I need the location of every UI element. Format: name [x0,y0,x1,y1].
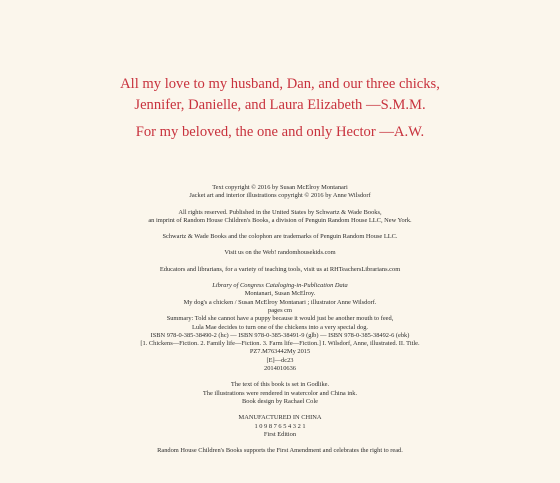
rights-line: an imprint of Random House Children's Books, a division of Penguin Random House LLC, New York. [148,216,412,224]
typeset-note: The text of this book is set in Godlike. [230,381,330,389]
cip-lccn: 2014010636 [264,365,296,373]
printing-line: 1 0 9 8 7 6 5 4 3 2 1 [254,422,306,430]
illustration-note: The illustrations were rendered in watercolor and China ink. [202,389,358,397]
edition-line: First Edition [263,430,297,438]
cip-classification: PZ7.M763442My 2015 [249,348,311,356]
first-amendment-line: Random House Children's Books supports the First Amendment and celebrates the right to read. [157,447,403,455]
cip-heading: Library of Congress Cataloging-in-Publication Data [212,282,348,290]
cip-subjects: [1. Chickens—Fiction. 2. Family life—Fiction. 3. Farm life—Fiction.] I. Wilsdorf, Anne, illustrated. II. Title. [140,340,420,348]
copyright-block [0,184,560,455]
educators-line: Educators and librarians, for a variety of teaching tools, visit us at RHTeachersLibrarians.com [159,265,401,273]
manufactured-line: MANUFACTURED IN CHINA [238,414,322,422]
dedication-line: All my love to my husband, Dan, and our three chicks, [120,76,440,92]
website-line: Visit us on the Web! randomhousekids.com [224,249,336,257]
cip-isbn: ISBN 978-0-385-38490-2 (hc) — ISBN 978-0-385-38491-9 (glb) — ISBN 978-0-385-38492-6 (ebk) [150,331,410,339]
dedication-line: For my beloved, the one and only Hector —A.W. [135,124,425,140]
cip-author: Montanari, Susan McElroy. [244,290,316,298]
cip-title: My dog's a chicken / Susan McElroy Montanari ; illustrator Anne Wilsdorf. [183,298,377,306]
cip-summary: Summary: Told she cannot have a puppy because it would just be another mouth to feed, [166,315,394,323]
design-credit: Book design by Rachael Cole [242,397,318,405]
dedication-illustrator [0,122,560,143]
jacket-copyright: Jacket art and interior illustrations copyright © 2016 by Anne Wilsdorf [189,192,371,200]
dedication-author [0,74,560,116]
text-copyright: Text copyright © 2016 by Susan McElroy Montanari [212,184,348,191]
cip-summary: Lula Mae decides to turn one of the chickens into a very special dog. [191,323,369,331]
dedication-line: Jennifer, Danielle, and Laura Elizabeth —S.M.M. [134,97,426,113]
cip-dewey: [E]—dc23 [266,356,294,364]
trademark-line: Schwartz & Wade Books and the colophon are trademarks of Penguin Random House LLC. [162,233,398,241]
rights-line: All rights reserved. Published in the United States by Schwartz & Wade Books, [178,208,382,216]
cip-pages: pages cm [268,306,292,314]
